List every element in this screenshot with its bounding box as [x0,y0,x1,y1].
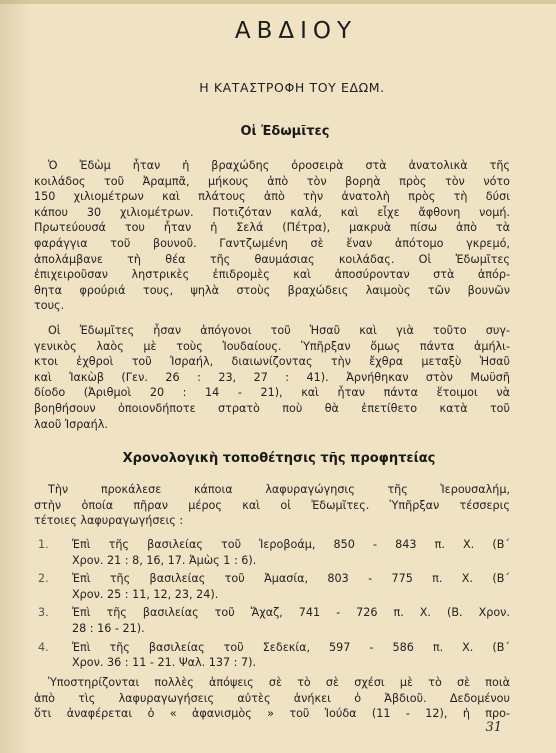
text-line: Οἱ Ἐδωμῖτες ἦσαν ἀπόγονοι τοῦ Ἡσαῦ καὶ γιὰ τοῦτο συγ- [48,324,510,337]
text-line: ἀπὸ τὶς λαφυραγωγήσεις αὐτὲς ἀνήκει ὁ Ἀβδιοῦ. Δεδομένου [34,691,510,705]
text-line: καὶ Ἰακὼβ (Γεν. 26 : 23, 27 : 41). Ἀρνήθηκαν στὸν Μωϋσῆ [34,370,510,384]
text-line: τους. [34,299,65,313]
text-line: φαράγγια τοῦ βουνοῦ. Γαντζωμένη σὲ ἕναν ἀπότομο γκρεμό, [34,236,510,250]
text-line: ἀπολάμβανε τὴ θέα τῆς θαυμάσιας κοιλάδας. Οἱ Ἐδωμῖτες [34,252,510,266]
text-line: στὴν ὁποία πῆραν μέρος καὶ οἱ Ἐδωμῖτες. Ὑπῆρξαν τέσσερις [34,498,510,512]
chapter-title: Η ΚΑΤΑΣΤΡΟΦΗ ΤΟΥ ΕΔΩΜ. [199,80,385,95]
text-line: Ὑποστηρίζονται πολλὲς ἀπόψεις σὲ τὸ σὲ σχέσι μὲ τὸ σὲ ποιὰ [48,676,510,689]
text-line: ὅτι ἀναφέρεται ὁ « ἀφανισμὸς » τοῦ Ἰούδα (11 - 12), ἡ προ- [34,707,510,721]
text-line: βοηθήσουν ὁποιονδήποτε στρατὸ ποὺ θὰ ἐπετίθετο κατὰ τοῦ [34,401,510,415]
text-line: Χρον. 25 : 11, 12, 23, 24). [72,587,219,601]
list-item [34,571,510,602]
text-line: Ἐπὶ τῆς βασιλείας τοῦ Ἄχαζ, 741 - 726 π. Χ. (Β. Χρον. [72,606,510,620]
page-top-edge [0,0,556,4]
text-line: κοιλάδος τοῦ Ἀραμπᾶ, μήκους ἀπὸ τὸν βορηὰ πρὸς τὸν νότο [34,174,510,188]
text-line: δίοδο (Ἀριθμοὶ 20 : 14 - 21), καὶ ἦταν πάντα ἕτοιμοι νὰ [34,386,510,400]
paragraph-edom-description [34,158,510,314]
text-line: Χρον. 21 : 8, 16, 17. Ἀμὼς 1 : 6). [72,553,257,567]
text-line: κτοι ἐχθροὶ τοῦ Ἰσραήλ, διαιωνίζοντας τὴν ἔχθρα μεταξὺ Ἡσαῦ [34,355,510,369]
text-line: Τὴν προκάλεσε κάποια λαφυραγώγησις τῆς Ἱερουσαλήμ, [48,483,510,496]
text-line: Ὁ Ἐδὼμ ἦταν ἡ βραχώδης ὀροσειρὰ στὰ ἀνατολικὰ τῆς [48,159,510,172]
text-line: Ἐπὶ τῆς βασιλείας τοῦ Σεδεκία, 597 - 586 π. Χ. (Β΄ [72,640,510,654]
text-line: τέτοιες λαφυραγωγήσεις : [34,514,184,528]
paragraph-edomite-ancestry [34,323,510,432]
text-line: γενικὸς λαὸς μὲ τοὺς Ἰουδαίους. Ὑπῆρξαν ὅμως πάντα ἀμήλι- [34,339,510,353]
section-heading-chronology: Χρονολογικὴ τοποθέτησις τῆς προφητείας [122,451,436,466]
running-title: ΑΒΔΙΟΥ [234,18,358,44]
text-line: κάπου 30 χιλιομέτρων. Ποτιζόταν καλά, καὶ εἶχε ἄφθονη νομή. [34,205,510,219]
list-number: 1. [38,538,49,551]
section-heading-edomites: Οἱ Ἐδωμῖτες [240,124,330,139]
paragraph-dating-views [34,675,510,722]
list-item [34,640,510,671]
binding-shadow [0,0,30,753]
list-number: 3. [38,606,49,620]
list-number: 4. [38,640,49,654]
text-line: Ἐπὶ τῆς βασιλείας τοῦ Ἀμασία, 803 - 775 π. Χ. (Β΄ [72,572,510,586]
page-number: 31 [485,720,502,735]
text-line: Πρωτεύουσά του ἦταν ἡ Σελά (Πέτρα), μακρυὰ πίσω ἀπὸ τὰ [34,221,510,235]
text-line: 28 : 16 - 21). [72,621,145,635]
list-number: 2. [38,572,49,586]
list-item [34,537,510,568]
paragraph-plunder-intro [34,482,510,529]
text-line: 150 χιλιομέτρων καὶ πλάτους ἀπὸ τὴν ἀνατολὴ πρὸς τὴ δύσι [34,190,510,204]
text-line: ἐπιχειροῦσαν ληστρικὲς ἐπιδρομὲς καὶ ἀποσύρονταν στὰ ἀπόρ- [34,268,510,282]
list-item [34,605,510,636]
text-line: θητα φρούριά τους, ψηλὰ στοὺς βραχώδεις λαιμοὺς τῶν βουνῶν [34,283,510,297]
plunder-list [34,537,510,674]
text-line: λαοῦ Ἰσραήλ. [34,417,108,431]
text-line: Ἐπὶ τῆς βασιλείας τοῦ Ἱεροβοάμ, 850 - 843 π. Χ. (Β΄ [72,538,510,551]
text-line: Χρον. 36 : 11 - 21. Ψαλ. 137 : 7). [72,656,257,670]
